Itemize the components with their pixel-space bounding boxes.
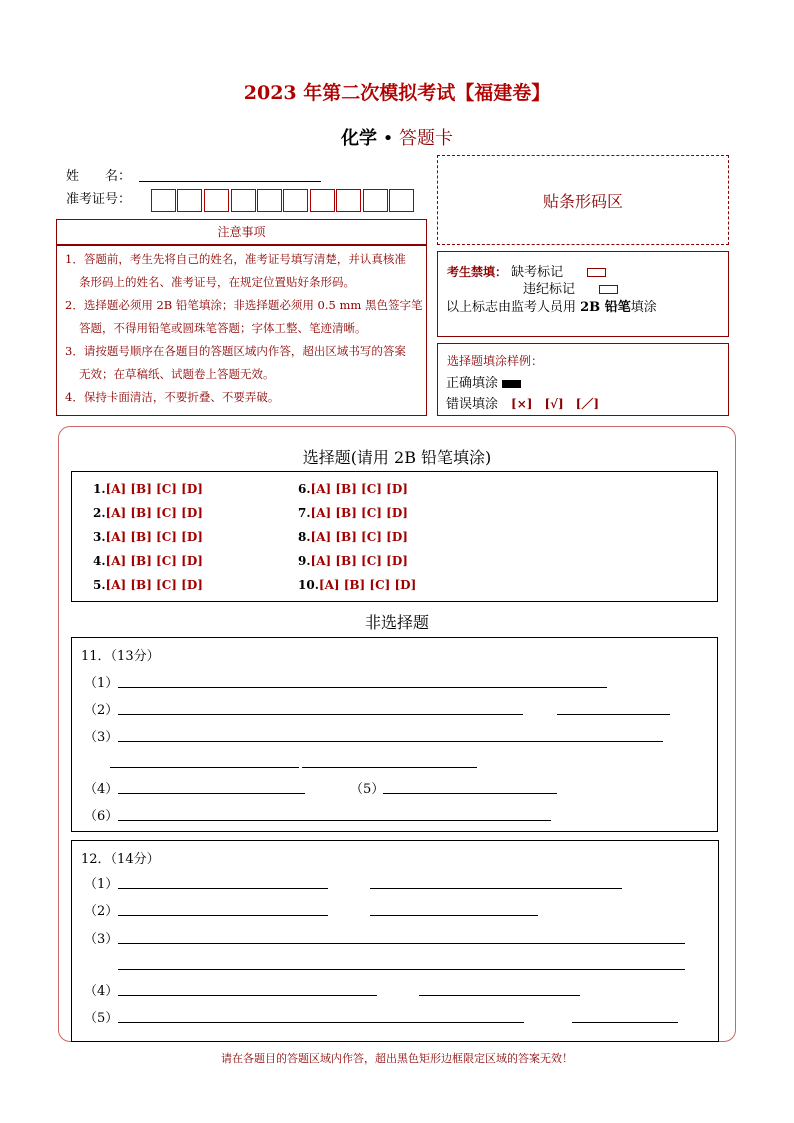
wrong-marks: [×] [√] [／] bbox=[511, 397, 600, 411]
choice-5[interactable]: 5.[A] [B] [C] [D] bbox=[93, 578, 203, 592]
choice-1[interactable]: 1.[A] [B] [C] [D] bbox=[93, 482, 203, 496]
answer-line[interactable] bbox=[118, 820, 551, 821]
answer-line[interactable] bbox=[118, 714, 523, 715]
wrong-label: 错误填涂 bbox=[446, 397, 499, 412]
choice-9[interactable]: 9.[A] [B] [C] [D] bbox=[298, 554, 408, 568]
id-label: 准考证号： bbox=[66, 192, 132, 207]
part-label: （1） bbox=[84, 676, 119, 691]
part-label: （3） bbox=[84, 932, 119, 947]
answer-line[interactable] bbox=[419, 995, 580, 996]
answer-line[interactable] bbox=[118, 793, 305, 794]
answer-line[interactable] bbox=[370, 888, 622, 889]
choice-title: 选择题(请用 2B 铅笔填涂) bbox=[302, 448, 492, 467]
notice-item: 3．请按题号顺序在各题目的答题区域内作答，超出区域书写的答案 bbox=[65, 344, 406, 358]
choice-4[interactable]: 4.[A] [B] [C] [D] bbox=[93, 554, 203, 568]
answer-line[interactable] bbox=[118, 943, 685, 944]
card-label: 答题卡 bbox=[399, 128, 454, 149]
answer-line[interactable] bbox=[118, 741, 663, 742]
notice-item: 2．选择题必须用 2B 铅笔填涂；非选择题必须用 0.5 mm 黑色签字笔 bbox=[65, 298, 423, 312]
choice-10[interactable]: 10.[A] [B] [C] [D] bbox=[298, 578, 417, 592]
part-label: （2） bbox=[84, 904, 119, 919]
subject: 化学 bbox=[340, 128, 377, 149]
part-label: （5） bbox=[350, 782, 385, 797]
q12-box bbox=[71, 840, 719, 1042]
answer-line[interactable] bbox=[118, 969, 685, 970]
notice-title: 注意事项 bbox=[57, 220, 426, 246]
subject-title bbox=[0, 124, 794, 150]
notice-item: 无效；在草稿纸、试题卷上答题无效。 bbox=[79, 367, 275, 381]
answer-line[interactable] bbox=[118, 995, 377, 996]
answer-line[interactable] bbox=[118, 915, 328, 916]
answer-line[interactable] bbox=[383, 793, 557, 794]
sample-box bbox=[437, 343, 729, 416]
notice-item: 1．答题前，考生先将自己的姓名，准考证号填写清楚，并认真核准 bbox=[65, 252, 406, 266]
correct-label: 正确填涂 bbox=[446, 376, 499, 391]
notice-item: 4．保持卡面清洁，不要折叠、不要弄破。 bbox=[65, 390, 280, 404]
violation-mark[interactable] bbox=[599, 285, 618, 294]
notice-box bbox=[56, 219, 427, 416]
forbidden-box bbox=[437, 251, 729, 337]
answer-line[interactable] bbox=[557, 714, 670, 715]
forbidden-label: 考生禁填： bbox=[447, 265, 508, 279]
note: 填涂 bbox=[630, 300, 657, 315]
sample-title: 选择题填涂样例： bbox=[447, 354, 544, 368]
answer-line[interactable] bbox=[572, 1022, 678, 1023]
answer-line[interactable] bbox=[302, 767, 477, 768]
note: 以上标志由监考人员用 bbox=[446, 300, 581, 315]
part-label: （3） bbox=[84, 730, 119, 745]
barcode-area: 贴条形码区 bbox=[437, 155, 729, 245]
nonchoice-title: 非选择题 bbox=[364, 613, 429, 632]
answer-line[interactable] bbox=[110, 767, 299, 768]
q12-head: 12．（14分） bbox=[81, 852, 160, 867]
part-label: （6） bbox=[84, 809, 119, 824]
answer-line[interactable] bbox=[118, 687, 607, 688]
part-label: （5） bbox=[84, 1011, 119, 1026]
absent-label: 缺考标记 bbox=[511, 265, 564, 280]
choice-7[interactable]: 7.[A] [B] [C] [D] bbox=[298, 506, 408, 520]
violation-label: 违纪标记 bbox=[523, 282, 576, 297]
absent-mark[interactable] bbox=[587, 268, 606, 277]
separator: • bbox=[376, 128, 400, 149]
name-label: 姓 名： bbox=[66, 169, 132, 184]
choice-8[interactable]: 8.[A] [B] [C] [D] bbox=[298, 530, 408, 544]
note-bold: 2B 铅笔 bbox=[580, 300, 631, 315]
answer-line[interactable] bbox=[370, 915, 538, 916]
q11-head: 11．（13分） bbox=[81, 649, 160, 664]
q11-box bbox=[71, 637, 718, 832]
part-label: （4） bbox=[84, 782, 119, 797]
exam-title: 2023 年第二次模拟考试【福建卷】 bbox=[243, 82, 551, 104]
answer-line[interactable] bbox=[118, 1022, 524, 1023]
part-label: （1） bbox=[84, 877, 119, 892]
notice-item: 答题，不得用铅笔或圆珠笔答题；字体工整、笔迹清晰。 bbox=[79, 321, 367, 335]
filled-mark bbox=[502, 380, 521, 388]
choice-6[interactable]: 6.[A] [B] [C] [D] bbox=[298, 482, 408, 496]
choice-2[interactable]: 2.[A] [B] [C] [D] bbox=[93, 506, 203, 520]
choice-3[interactable]: 3.[A] [B] [C] [D] bbox=[93, 530, 203, 544]
answer-line[interactable] bbox=[118, 888, 328, 889]
notice-item: 条形码上的姓名、准考证号，在规定位置贴好条形码。 bbox=[79, 275, 355, 289]
name-field[interactable] bbox=[139, 181, 321, 182]
part-label: （2） bbox=[84, 703, 119, 718]
part-label: （4） bbox=[84, 984, 119, 999]
footer-warning: 请在各题目的答题区域内作答，超出黑色矩形边框限定区域的答案无效！ bbox=[221, 1052, 573, 1065]
